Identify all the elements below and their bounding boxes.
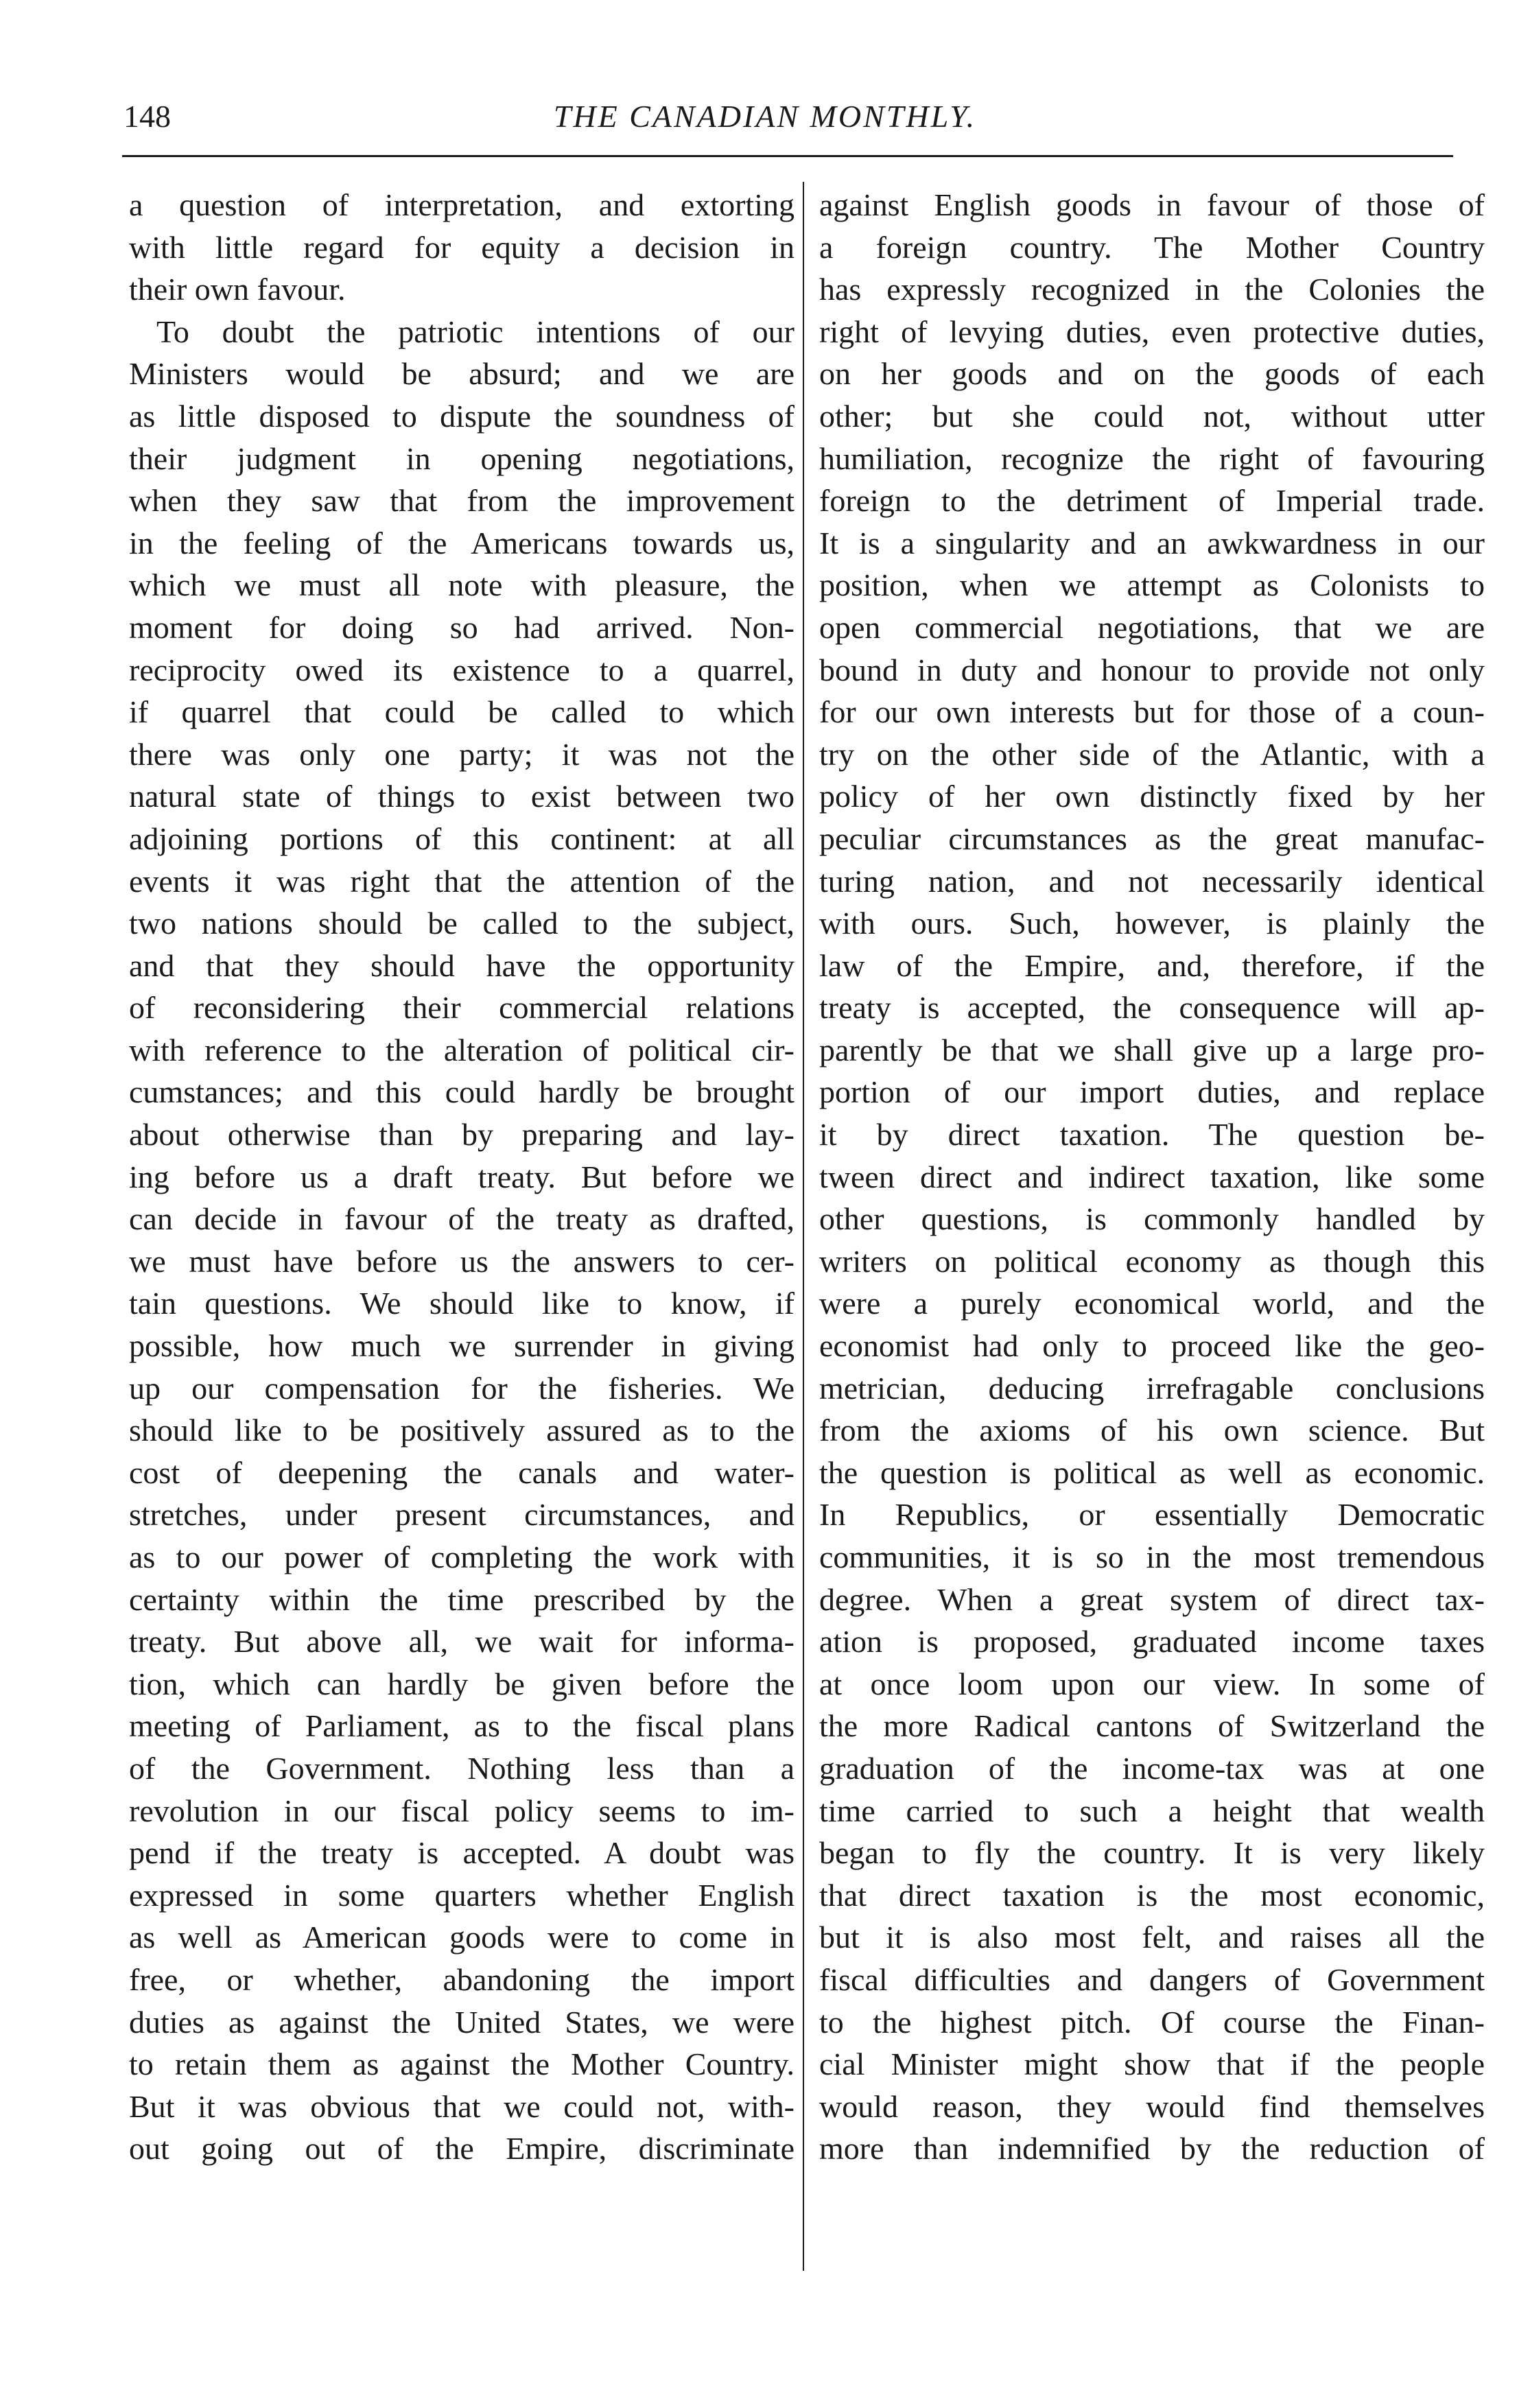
text-line: their judgment in opening negotiations, <box>129 440 795 476</box>
text-line: fiscal difficulties and dangers of Government <box>819 1961 1485 1997</box>
text-line: from the axioms of his own science. But <box>819 1413 1485 1448</box>
text-line: metrician, deducing irrefragable conclusions <box>819 1370 1485 1406</box>
text-line: communities, it is so in the most tremendous <box>819 1539 1485 1574</box>
text-line: possible, how much we surrender in giving <box>129 1328 795 1364</box>
text-line: to retain them as against the Mother Country. <box>129 2046 795 2082</box>
text-line: foreign to the detriment of Imperial trade. <box>819 483 1485 519</box>
text-line: a question of interpretation, and extorting <box>129 187 795 222</box>
text-line: should like to be positively assured as to the <box>129 1413 795 1448</box>
text-line: would reason, they would find themselves <box>819 2088 1485 2124</box>
text-line: peculiar circumstances as the great manufac- <box>819 821 1485 856</box>
text-line: up our compensation for the fisheries. We <box>129 1370 795 1406</box>
text-line: as little disposed to dispute the soundness of <box>129 398 795 434</box>
text-line: graduation of the income-tax was at one <box>819 1750 1485 1786</box>
text-line: the question is political as well as economic. <box>819 1454 1485 1490</box>
text-line: free, or whether, abandoning the import <box>129 1961 795 1997</box>
text-line: against English goods in favour of those of <box>819 187 1485 222</box>
text-line: two nations should be called to the subject, <box>129 906 795 941</box>
text-line: humiliation, recognize the right of favouring <box>819 440 1485 476</box>
text-line: pend if the treaty is accepted. A doubt was <box>129 1835 795 1871</box>
text-line: ing before us a draft treaty. But before we <box>129 1159 795 1194</box>
text-line: time carried to such a height that wealth <box>819 1793 1485 1828</box>
text-line: duties as against the United States, we were <box>129 2004 795 2040</box>
text-line: a foreign country. The Mother Country <box>819 229 1485 265</box>
text-line: to the highest pitch. Of course the Finan- <box>819 2004 1485 2040</box>
text-line: of the Government. Nothing less than a <box>129 1750 795 1786</box>
text-line: the more Radical cantons of Switzerland the <box>819 1708 1485 1744</box>
text-line: It is a singularity and an awkwardness in our <box>819 525 1485 560</box>
text-line: parently be that we shall give up a large pro- <box>819 1032 1485 1067</box>
text-line: were a purely economical world, and the <box>819 1286 1485 1321</box>
text-line: writers on political economy as though this <box>819 1243 1485 1279</box>
text-line: reciprocity owed its existence to a quarrel, <box>129 652 795 687</box>
text-line: cumstances; and this could hardly be brought <box>129 1074 795 1110</box>
text-line: that direct taxation is the most economic, <box>819 1877 1485 1913</box>
column-divider <box>803 182 804 2271</box>
text-line: stretches, under present circumstances, and <box>129 1497 795 1533</box>
text-line: tain questions. We should like to know, if <box>129 1286 795 1321</box>
text-line: Ministers would be absurd; and we are <box>129 356 795 392</box>
text-line: with reference to the alteration of political cir- <box>129 1032 795 1067</box>
text-line: bound in duty and honour to provide not only <box>819 652 1485 687</box>
text-line: we must have before us the answers to cer- <box>129 1243 795 1279</box>
text-line: in the feeling of the Americans towards us, <box>129 525 795 560</box>
text-line: cost of deepening the canals and water- <box>129 1454 795 1490</box>
text-line: it by direct taxation. The question be- <box>819 1117 1485 1153</box>
text-line: as to our power of completing the work with <box>129 1539 795 1574</box>
right-column <box>819 184 1485 2170</box>
text-line: on her goods and on the goods of each <box>819 356 1485 392</box>
text-line: out going out of the Empire, discriminate <box>129 2131 795 2167</box>
text-line: right of levying duties, even protective duties, <box>819 314 1485 349</box>
text-line: of reconsidering their commercial relations <box>129 990 795 1026</box>
left-column <box>129 184 795 2170</box>
text-line: policy of her own distinctly fixed by her <box>819 779 1485 814</box>
text-line: position, when we attempt as Colonists to <box>819 567 1485 603</box>
text-line: which we must all note with pleasure, the <box>129 567 795 603</box>
text-line: with little regard for equity a decision in <box>129 229 795 265</box>
text-line: adjoining portions of this continent: at all <box>129 821 795 856</box>
text-line: cial Minister might show that if the people <box>819 2046 1485 2082</box>
text-line: law of the Empire, and, therefore, if the <box>819 947 1485 983</box>
text-line: certainty within the time prescribed by the <box>129 1581 795 1617</box>
header-rule <box>122 155 1453 157</box>
text-line: revolution in our fiscal policy seems to im- <box>129 1793 795 1828</box>
text-line: their own favour. <box>129 272 346 307</box>
text-line: ation is proposed, graduated income taxes <box>819 1624 1485 1660</box>
text-line: degree. When a great system of direct tax- <box>819 1581 1485 1617</box>
text-line: moment for doing so had arrived. Non- <box>129 609 795 645</box>
text-line: if quarrel that could be called to which <box>129 694 795 730</box>
text-line: economist had only to proceed like the geo- <box>819 1328 1485 1364</box>
running-head: THE CANADIAN MONTHLY. <box>553 99 977 134</box>
text-line: when they saw that from the improvement <box>129 483 795 519</box>
text-line: at once loom upon our view. In some of <box>819 1666 1485 1701</box>
text-line: has expressly recognized in the Colonies the <box>819 272 1485 307</box>
text-line: about otherwise than by preparing and lay- <box>129 1117 795 1153</box>
text-line: In Republics, or essentially Democratic <box>819 1497 1485 1533</box>
text-line: open commercial negotiations, that we are <box>819 609 1485 645</box>
text-line: natural state of things to exist between two <box>129 779 795 814</box>
page-number: 148 <box>123 99 171 134</box>
text-line: other; but she could not, without utter <box>819 398 1485 434</box>
text-line: for our own interests but for those of a coun- <box>819 694 1485 730</box>
text-line: tween direct and indirect taxation, like some <box>819 1159 1485 1194</box>
text-line: try on the other side of the Atlantic, with a <box>819 736 1485 772</box>
text-line: began to fly the country. It is very likely <box>819 1835 1485 1871</box>
text-line: meeting of Parliament, as to the fiscal plans <box>129 1708 795 1744</box>
text-line: events it was right that the attention of the <box>129 863 795 899</box>
text-line: treaty is accepted, the consequence will ap- <box>819 990 1485 1026</box>
text-line: and that they should have the opportunity <box>129 947 795 983</box>
text-line: can decide in favour of the treaty as drafted, <box>129 1201 795 1237</box>
text-line: more than indemnified by the reduction of <box>819 2131 1485 2167</box>
text-line: with ours. Such, however, is plainly the <box>819 906 1485 941</box>
text-line: as well as American goods were to come in <box>129 1920 795 1955</box>
text-line: treaty. But above all, we wait for informa- <box>129 1624 795 1660</box>
text-line: portion of our import duties, and replace <box>819 1074 1485 1110</box>
text-line: other questions, is commonly handled by <box>819 1201 1485 1237</box>
text-line: expressed in some quarters whether English <box>129 1877 795 1913</box>
text-line: But it was obvious that we could not, with- <box>129 2088 795 2124</box>
text-line: there was only one party; it was not the <box>129 736 795 772</box>
text-line: but it is also most felt, and raises all the <box>819 1920 1485 1955</box>
text-line: tion, which can hardly be given before the <box>129 1666 795 1701</box>
text-line: turing nation, and not necessarily identical <box>819 863 1485 899</box>
text-line: To doubt the patriotic intentions of our <box>156 314 795 349</box>
